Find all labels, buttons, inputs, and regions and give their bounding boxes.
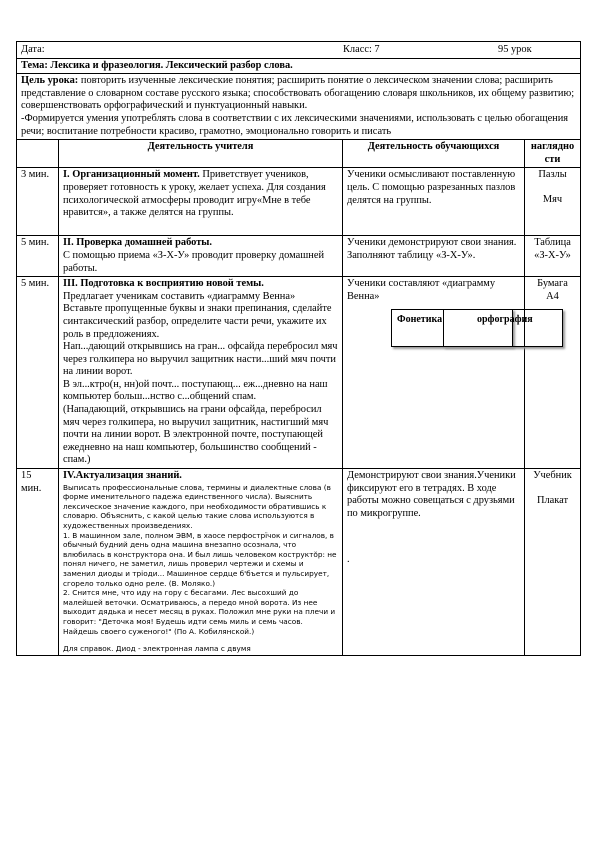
stage-time: 5 мин. xyxy=(17,236,59,277)
visual-aids xyxy=(525,469,581,656)
teacher-line: (Нападающий, открывшись на грани офсайда, перебросил мяч через голкипера, но выручил защитник, настигший мяч почти на линии ворот. В электронной почте, поступающей ежедневно на наш компьютер, большинство сообщений - спам.) xyxy=(63,404,329,466)
goal-text: повторить изученные лексические понятия; расширить понятие о лексическом значении слова; расширить представление о словарном составе русского языка; способствовать обогащению словаря школьников, их общему развитию; совершенствовать орфографический и пунктуационный навыки. xyxy=(21,75,575,112)
aid-item: Плакат xyxy=(536,494,569,506)
topic-text: Лексика и фразеология. Лексический разбор слова. xyxy=(50,59,293,71)
stage-row-4 xyxy=(17,469,581,656)
teacher-line: В эл...ктро(н, нн)ой почт... поступающ... еж...дневно на наш компьютер больш...нство с...общений спам. xyxy=(63,378,328,403)
teacher-line: роль в предложениях. xyxy=(63,328,160,340)
student-activity: Ученики осмысливают поставленную цель. С помощью разрезанных пазлов делятся на группы. xyxy=(343,168,525,236)
lesson-plan xyxy=(16,41,580,656)
stage-row-3 xyxy=(17,277,581,469)
aid-item: Таблица xyxy=(534,237,571,249)
goal-row xyxy=(17,74,581,140)
stage-title: I. Организационный момент. xyxy=(63,169,200,181)
venn-diagram xyxy=(391,309,565,349)
teacher-line: Предлагает ученикам составить «диаграмму Венна» xyxy=(63,290,296,302)
teacher-activity: С помощью приема «З-Х-У» проводит проверку домашней работы. xyxy=(63,249,325,274)
aid-item: Мяч xyxy=(542,193,563,205)
teacher-line: Нап...дающий открывшись на гран... офсайда перебросил мяч через голкипера но выручил защитник насти...ший мяч почти на линии ворот. xyxy=(63,341,338,378)
visual-aids xyxy=(525,236,581,277)
column-teacher: Деятельность учителя xyxy=(59,140,343,168)
stage-time: 3 мин. xyxy=(17,168,59,236)
class-label: Класс: 7 xyxy=(343,44,380,55)
aid-item: Учебник xyxy=(533,470,572,482)
date-label: Дата: xyxy=(21,44,45,55)
teacher-paragraph: Выписать профессиональные слова, термины и диалектные слова (в форме именительного падежа единственного числа). Выяснить лексическое значение каждого, при необходимости обратившись к словарю. Объяснить, с какой целью такие слова используются в художественных произведениях. xyxy=(63,482,331,530)
venn-label-right: орфография xyxy=(477,314,533,326)
topic-row xyxy=(17,58,581,74)
goal-extra: -Формируется умения употреблять слова в соответствии с их лексическими значениями, использовать с целью обогащения речи; воспитание потребности красиво, грамотно, эмоционально говорить и писать xyxy=(21,112,569,137)
student-activity: Ученики составляют «диаграмму Венна» xyxy=(347,278,496,302)
stage-row-1 xyxy=(17,168,581,236)
teacher-line: синтаксический разбор, определите части речи, укажите их xyxy=(63,315,327,327)
lesson-number: 95 урок xyxy=(498,44,532,55)
student-activity: Ученики демонстрируют свои знания. Заполняют таблицу «З-Х-У». xyxy=(343,236,525,277)
venn-label-left: Фонетика xyxy=(397,314,443,326)
student-activity: Демонстрируют свои знания.Ученики фиксируют его в тетрадях. В ходе работы можно совещаться с друзьями по микрогруппе. xyxy=(347,470,516,519)
column-aids: наглядно сти xyxy=(525,140,581,168)
teacher-paragraph: 2. Снится мне, что иду на гору с бесагами. Лес высохший до малейшей веточки. Осматриваюсь, а передо мной ворота. Из нее выходит дядька и несет месяц в руках. Положил мне руки на плечи и говорит: "Деточка моя! Будешь идти семь миль и семь часов. Найдешь своего суженого!" (По А. Кобилянской.) xyxy=(63,588,336,636)
aid-item: А4 xyxy=(546,290,559,302)
column-students: Деятельность обучающихся xyxy=(343,140,525,168)
visual-aids xyxy=(525,277,581,469)
teacher-paragraph xyxy=(63,636,338,644)
visual-aids xyxy=(525,168,581,236)
columns-header-row xyxy=(17,140,581,168)
stage-time: 5 мин. xyxy=(17,277,59,469)
teacher-paragraph: 1. В машинном зале, полном ЭВМ, в хаосе перфострїчок и сигналов, в обычный будний день одна машина внезапно осознала, что влюбилась в конструктора она. И был лишь человеком кострукто̆р: не понял ничего, не заметил, лишь проверил чертежи и схемы и заменил диоды и тріоди... Машинное сердце б'бъется и пульсирует, сгорело только одно реле. (В. Моляко.) xyxy=(63,530,337,588)
lesson-plan-table xyxy=(16,41,581,656)
stage-title: II. Проверка домашней работы. xyxy=(63,237,213,249)
aid-item: Пазлы xyxy=(538,169,567,181)
topic-prefix: Тема: xyxy=(21,59,48,71)
date-row xyxy=(17,42,581,59)
stage-time: 15 мин. xyxy=(17,469,59,656)
stage-title: III. Подготовка к восприятию новой темы. xyxy=(63,278,264,290)
aid-item: «З-Х-У» xyxy=(534,249,571,261)
teacher-paragraph: Для справок. Диод - электронная лампа с двумя xyxy=(63,644,251,654)
teacher-line: Вставьте пропущенные буквы и знаки препинания, сделайте xyxy=(63,303,332,315)
aid-item: Бумага xyxy=(537,278,568,290)
teacher-activity: Приветствует учеников, проверяет готовность к уроку, желает успеха. Для создания психологической атмосферы проводит игру«Мне в тебе нравится», а также делятся на группы. xyxy=(63,169,326,219)
student-activity-dot: . xyxy=(347,554,350,566)
stage-row-2 xyxy=(17,236,581,277)
stage-title: IV.Актуализация знаний. xyxy=(63,470,182,482)
goal-prefix: Цель урока: xyxy=(21,75,79,87)
